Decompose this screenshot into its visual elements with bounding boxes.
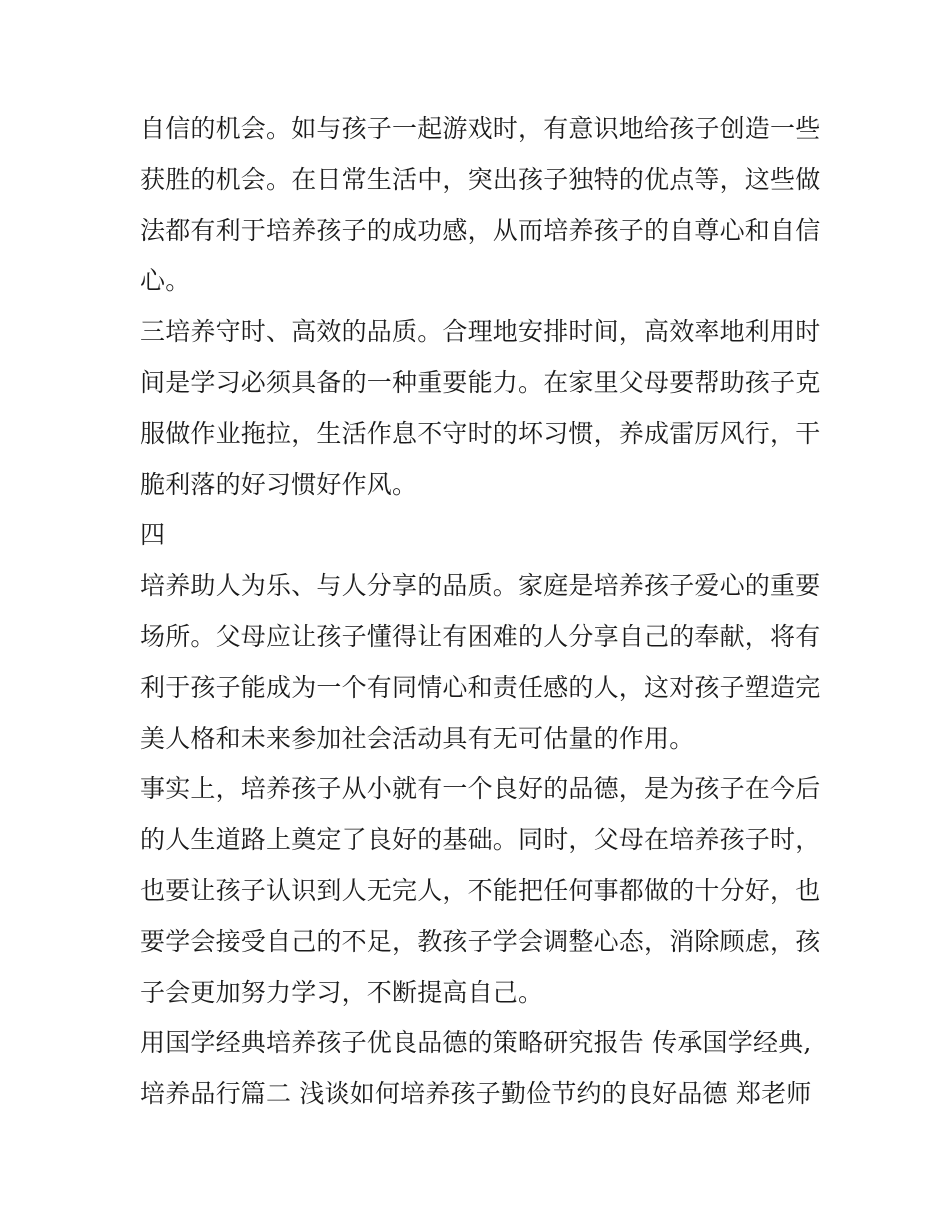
text-line: 法都有利于培养孩子的成功感，从而培养孩子的自尊心和自信 (140, 215, 821, 245)
text-line: 培养品行篇二 浅谈如何培养孩子勤俭节约的良好品德 郑老师 (140, 1079, 812, 1109)
text-line: 美人格和未来参加社会活动具有无可估量的作用。 (140, 723, 695, 753)
text-line: 培养助人为乐、与人分享的品质。家庭是培养孩子爱心的重要 (140, 571, 821, 601)
text-line: 的人生道路上奠定了良好的基础。同时，父母在培养孩子时， (140, 825, 821, 855)
text-line: 利于孩子能成为一个有同情心和责任感的人，这对孩子塑造完 (140, 672, 821, 702)
text-line: 脆利落的好习惯好作风。 (140, 469, 418, 499)
text-line: 四 (140, 520, 166, 550)
text-line: 服做作业拖拉，生活作息不守时的坏习惯，养成雷厉风行，干 (140, 418, 821, 448)
text-line: 也要让孩子认识到人无完人，不能把任何事都做的十分好，也 (140, 875, 821, 905)
text-line: 获胜的机会。在日常生活中，突出孩子独特的优点等，这些做 (140, 164, 821, 194)
text-line: 事实上，培养孩子从小就有一个良好的品德，是为孩子在今后 (140, 774, 821, 804)
document-body (140, 104, 820, 1120)
text-line: 三培养守时、高效的品质。合理地安排时间，高效率地利用时 (140, 317, 821, 347)
text-line: 子会更加努力学习，不断提高自己。 (140, 977, 544, 1007)
text-line: 心。 (140, 266, 191, 296)
text-line: 间是学习必须具备的一种重要能力。在家里父母要帮助孩子克 (140, 367, 821, 397)
text-line: 用国学经典培养孩子优良品德的策略研究报告 传承国学经典, (140, 1028, 812, 1058)
text-line: 自信的机会。如与孩子一起游戏时，有意识地给孩子创造一些 (140, 114, 821, 143)
text-line: 要学会接受自己的不足，教孩子学会调整心态，消除顾虑，孩 (140, 926, 821, 956)
text-line: 场所。父母应让孩子懂得让有困难的人分享自己的奉献，将有 (140, 621, 821, 651)
